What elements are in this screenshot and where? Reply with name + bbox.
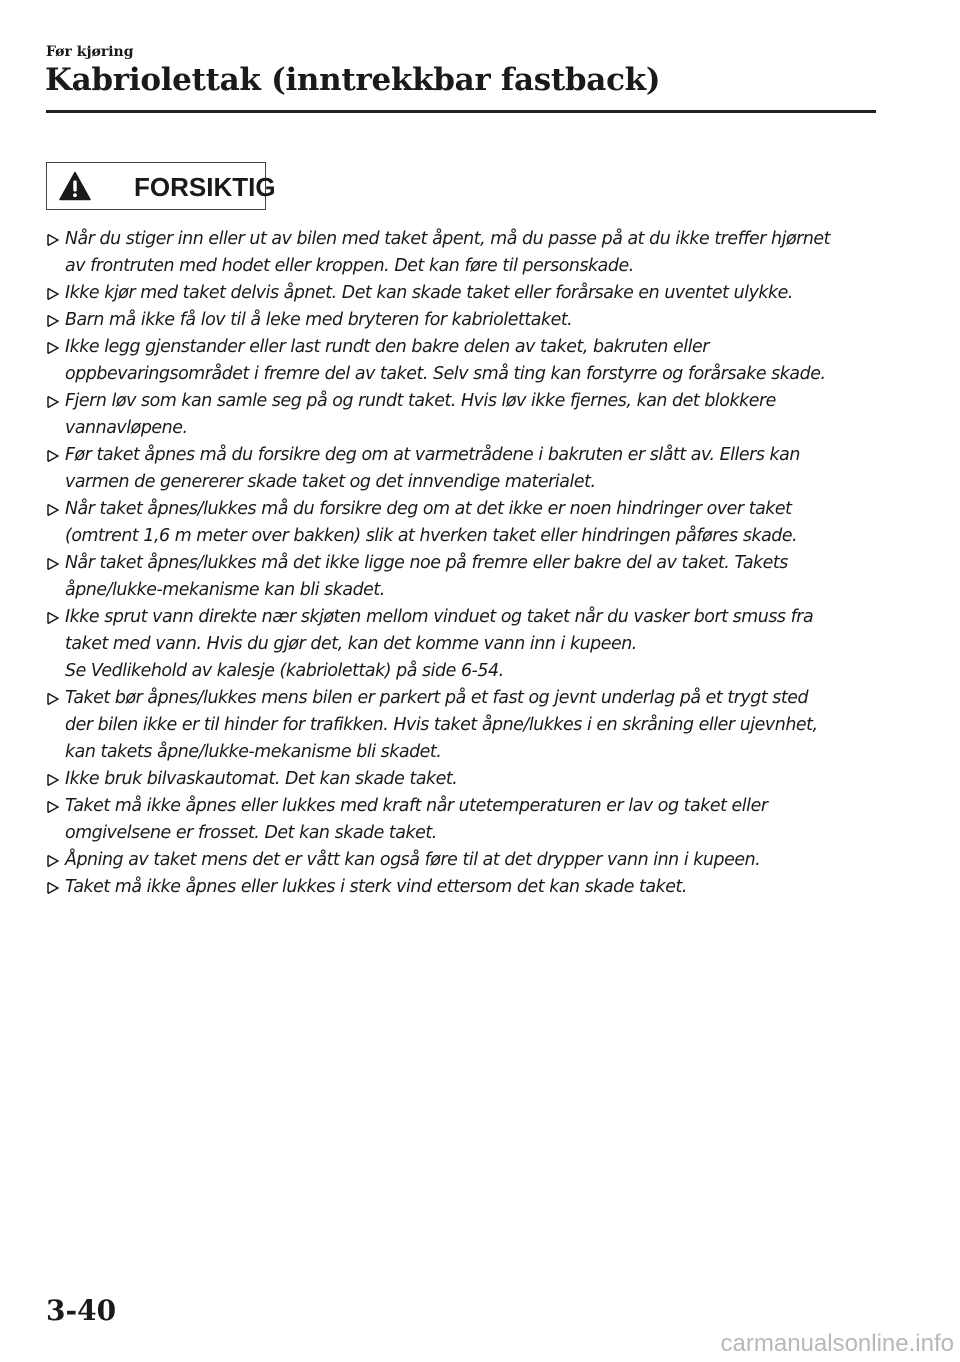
arrow-bullet-icon	[47, 504, 59, 516]
warning-text-line: Åpning av taket mens det er vått kan også føre til at det drypper vann inn i kupeen.	[65, 850, 761, 870]
warning-text-line: Ikke sprut vann direkte nær skjøten mellom vinduet og taket når du vasker bort smuss fra	[65, 607, 814, 627]
arrow-bullet-icon	[47, 801, 59, 813]
warning-item	[46, 550, 876, 604]
warning-text-line: Ikke bruk bilvaskautomat. Det kan skade taket.	[65, 769, 458, 789]
arrow-bullet-icon	[47, 558, 59, 570]
warning-item	[46, 496, 876, 550]
arrow-bullet-icon	[47, 396, 59, 408]
arrow-bullet-icon	[47, 693, 59, 705]
warning-item	[46, 388, 876, 442]
section-label: Før kjøring	[46, 44, 134, 60]
title-rule	[46, 110, 876, 113]
warning-text-line: Ikke kjør med taket delvis åpnet. Det kan skade taket eller forårsake en uventet ulykke.	[65, 283, 793, 303]
warning-item	[46, 874, 876, 901]
arrow-bullet-icon	[47, 315, 59, 327]
caution-box	[46, 162, 276, 210]
page-number: 3-40	[46, 1294, 117, 1327]
warning-text-line: varmen de genererer skade taket og det innvendige materialet.	[65, 472, 596, 492]
warning-triangle-icon	[59, 171, 91, 201]
arrow-bullet-icon	[47, 288, 59, 300]
warning-text-line: Når taket åpnes/lukkes må det ikke ligge noe på fremre eller bakre del av taket. Takets	[65, 553, 788, 573]
warning-text-line: åpne/lukke-mekanisme kan bli skadet.	[65, 580, 385, 600]
warning-text-line: av frontruten med hodet eller kroppen. Det kan føre til personskade.	[65, 256, 634, 276]
warning-text-line: Taket må ikke åpnes eller lukkes i sterk vind ettersom det kan skade taket.	[65, 877, 687, 897]
warning-text-line: Når du stiger inn eller ut av bilen med taket åpent, må du passe på at du ikke treffer hjørnet	[65, 229, 831, 249]
warning-text-line: oppbevaringsområdet i fremre del av taket. Selv små ting kan forstyrre og forårsake skade.	[65, 364, 826, 384]
warning-item	[46, 793, 876, 847]
warning-item	[46, 604, 876, 685]
warning-text-line: Når taket åpnes/lukkes må du forsikre deg om at det ikke er noen hindringer over taket	[65, 499, 792, 519]
warning-text-line: kan takets åpne/lukke-mekanisme bli skadet.	[65, 742, 442, 762]
warning-list	[46, 226, 876, 901]
warning-item	[46, 334, 876, 388]
warning-item	[46, 847, 876, 874]
warning-text-line: Barn må ikke få lov til å leke med bryteren for kabriolettaket.	[65, 310, 573, 330]
warning-text-line: Ikke legg gjenstander eller last rundt den bakre delen av taket, bakruten eller	[65, 337, 709, 357]
warning-text-line: der bilen ikke er til hinder for trafikken. Hvis taket åpne/lukkes i en skråning eller ujevnhet,	[65, 715, 818, 735]
warning-item	[46, 766, 876, 793]
warning-item	[46, 442, 876, 496]
warning-text-line: (omtrent 1,6 m meter over bakken) slik at hverken taket eller hindringen påføres skade.	[65, 526, 798, 546]
warning-item	[46, 685, 876, 766]
warning-text-line: Se Vedlikehold av kalesje (kabriolettak) på side 6-54.	[65, 661, 504, 681]
watermark: carmanualsonline.info	[720, 1330, 954, 1357]
arrow-bullet-icon	[47, 774, 59, 786]
page-title: Kabriolettak (inntrekkbar fastback)	[45, 62, 661, 98]
warning-item	[46, 280, 876, 307]
warning-text-line: vannavløpene.	[65, 418, 188, 438]
arrow-bullet-icon	[47, 882, 59, 894]
warning-text-line: Taket må ikke åpnes eller lukkes med kraft når utetemperaturen er lav og taket eller	[65, 796, 768, 816]
arrow-bullet-icon	[47, 234, 59, 246]
warning-item	[46, 307, 876, 334]
warning-text-line: Taket bør åpnes/lukkes mens bilen er parkert på et fast og jevnt underlag på et trygt sted	[65, 688, 809, 708]
warning-text-line: Fjern løv som kan samle seg på og rundt taket. Hvis løv ikke fjernes, kan det blokkere	[65, 391, 776, 411]
warning-item	[46, 226, 876, 280]
warning-text-line: taket med vann. Hvis du gjør det, kan det komme vann inn i kupeen.	[65, 634, 637, 654]
caution-label: FORSIKTIG	[134, 172, 276, 202]
warning-text-line: omgivelsene er frosset. Det kan skade taket.	[65, 823, 437, 843]
warning-text-line: Før taket åpnes må du forsikre deg om at varmetrådene i bakruten er slått av. Ellers kan	[65, 445, 800, 465]
arrow-bullet-icon	[47, 855, 59, 867]
arrow-bullet-icon	[47, 612, 59, 624]
arrow-bullet-icon	[47, 450, 59, 462]
arrow-bullet-icon	[47, 342, 59, 354]
